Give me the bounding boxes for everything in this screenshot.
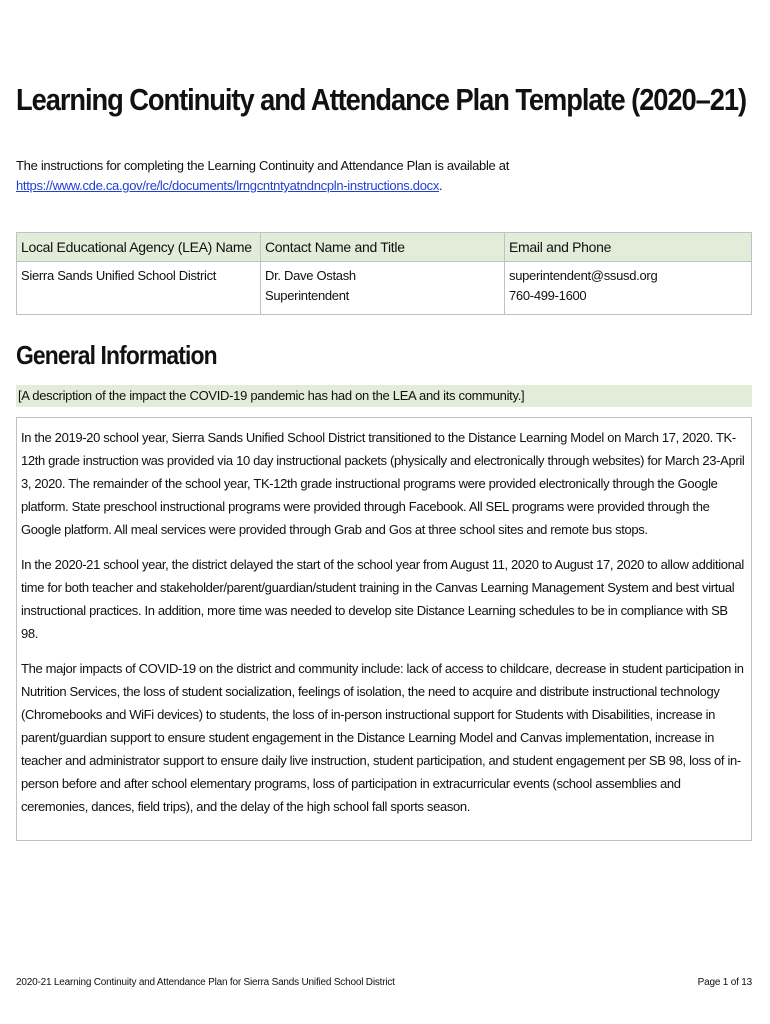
response-paragraph: In the 2019-20 school year, Sierra Sands Unified School District transitioned to the Distance Learning Model on March 17, 2020. TK-12th grade instruction was provided via 10 day instructional packets (physically and electronically through websites) for March 23-April 3, 2020. The remainder of the school year, TK-12th grade instructional programs were provided electronically through the Google platform. State preschool instructional programs were provided through Facebook. All SEL programs were provided through the Google platform. All meal services were provided through Grab and Gos at three school sites and remote bus stops. xyxy=(21,430,745,537)
contact-header: Contact Name and Title xyxy=(261,233,505,262)
footer-page-number: Page 1 of 13 xyxy=(697,977,752,988)
response-paragraph: In the 2020-21 school year, the district delayed the start of the school year from August 11, 2020 to August 17, 2020 to allow additional time for both teacher and stakeholder/parent/guardian/student training in the Canvas Learning Management System and best virtual instructional practices. In addition, more time was needed to develop site Distance Learning schedules to be in compliance with SB 98. xyxy=(21,557,744,641)
intro-suffix: . xyxy=(439,178,443,193)
instructions-intro xyxy=(16,156,736,196)
lea-name-header: Local Educational Agency (LEA) Name xyxy=(17,233,261,262)
section-prompt: [A description of the impact the COVID-19 pandemic has had on the LEA and its community.] xyxy=(16,385,752,407)
contact-name: Dr. Dave Ostash xyxy=(265,268,356,283)
page-title: Learning Continuity and Attendance Plan Template (2020–21) xyxy=(16,82,747,117)
phone: 760-499-1600 xyxy=(509,288,587,303)
table-header-row xyxy=(17,233,752,262)
contact-title: Superintendent xyxy=(265,288,349,303)
table-row xyxy=(17,262,752,315)
email-phone-cell xyxy=(505,262,752,315)
intro-text: The instructions for completing the Learning Continuity and Attendance Plan is available at xyxy=(16,158,510,173)
footer-document-title: 2020-21 Learning Continuity and Attendance Plan for Sierra Sands Unified School District xyxy=(16,977,395,988)
lea-contact-table xyxy=(16,232,752,315)
instructions-link[interactable]: https://www.cde.ca.gov/re/lc/documents/lrngcntntyatndncpln-instructions.docx xyxy=(16,178,440,193)
lea-name-cell xyxy=(17,262,261,315)
lea-name: Sierra Sands Unified School District xyxy=(21,268,217,283)
email: superintendent@ssusd.org xyxy=(509,268,658,283)
contact-cell xyxy=(261,262,505,315)
response-paragraph: The major impacts of COVID-19 on the district and community include: lack of access to childcare, decrease in student participation in Nutrition Services, the loss of student socialization, feelings of isolation, the need to acquire and distribute instructional technology (Chromebooks and WiFi devices) to students, the loss of in-person instructional support for Students with Disabilities, increase in parent/guardian support to ensure student engagement in the Distance Learning Model and Canvas implementation, increase in teacher and administrator support to ensure daily live instruction, student participation, and student engagement per SB 98, loss of in-person before and after school elementary programs, loss of participation in extracurricular events (school assemblies and ceremonies, dances, field trips), and the delay of the high school fall sports season. xyxy=(21,661,744,814)
section-title: General Information xyxy=(16,340,217,370)
email-phone-header: Email and Phone xyxy=(505,233,752,262)
response-box xyxy=(16,417,752,841)
